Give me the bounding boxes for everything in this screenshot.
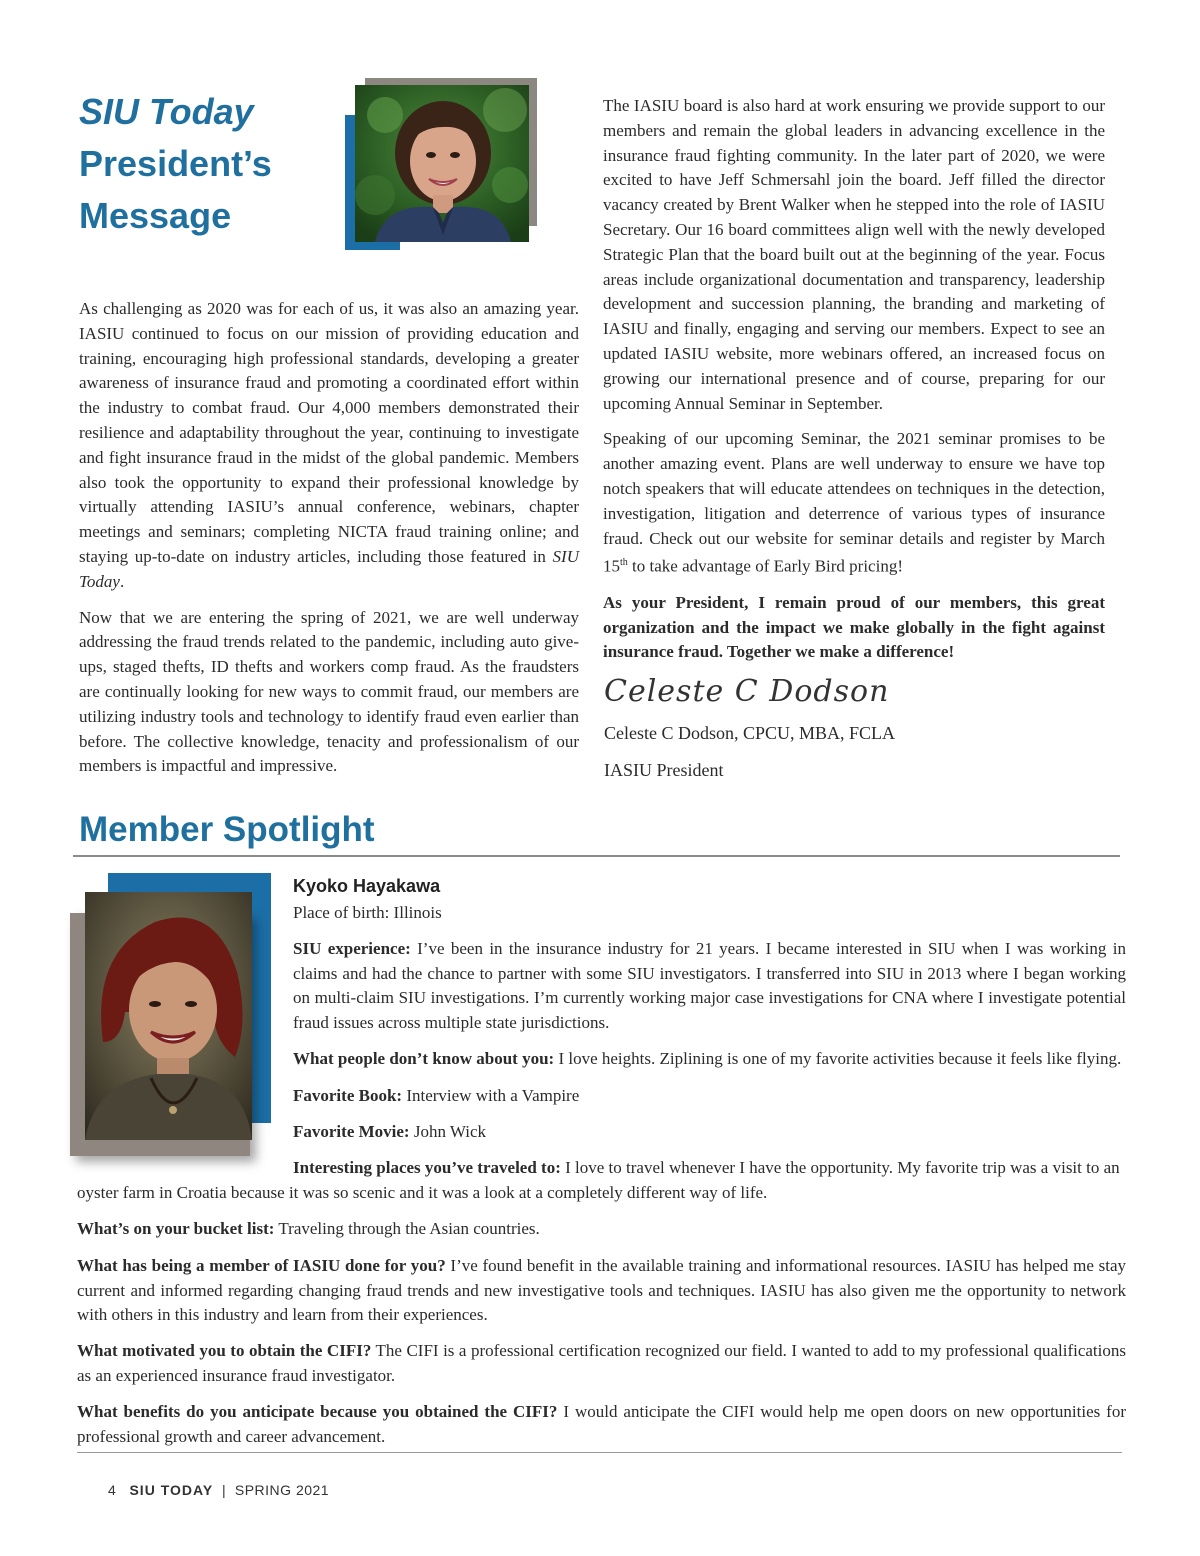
cifi-benefits-label: What benefits do you anticipate because you obtained the CIFI?	[77, 1402, 558, 1421]
favorite-movie-label: Favorite Movie:	[293, 1122, 410, 1141]
dont-know-label: What people don’t know about you:	[293, 1049, 555, 1068]
title-message: Message	[79, 195, 232, 236]
places-label: Interesting places you’ve traveled to:	[293, 1158, 561, 1177]
bucket-list-text: Traveling through the Asian countries.	[274, 1219, 540, 1238]
paragraph-text: As challenging as 2020 was for each of us, it was also an amazing year. IASIU continued to focus on our mission of providing education and training, encouraging high professional standards, developing a greater awareness of insurance fraud and promoting a coordinated effort within the industry to combat fraud. Our 4,000 members demonstrated their resilience and adaptability throughout the year, continuing to investigate and fight insurance fraud in the midst of the global pandemic. Members also took the opportunity to expand their professional knowledge by virtually attending IASIU’s annual conference, webinars, chapter meetings and seminars; completing NICTA fraud training online; and staying up-to-date on industry articles, including those featured in	[79, 299, 579, 566]
president-photo	[355, 85, 529, 242]
paragraph-text-end: to take advantage of Early Bird pricing!	[627, 557, 903, 576]
magazine-name: SIU TODAY	[129, 1482, 214, 1498]
siu-experience-label: SIU experience:	[293, 939, 411, 958]
member-photo	[85, 892, 252, 1140]
signer-title: IASIU President	[604, 760, 724, 780]
paragraph-end: .	[119, 571, 125, 591]
ordinal-suffix: th	[620, 557, 628, 569]
siu-experience-paragraph	[293, 937, 1126, 1035]
president-paragraph-4	[603, 427, 1105, 579]
section-divider	[73, 855, 1120, 857]
siu-experience-text: I’ve been in the insurance industry for 21 years. I became interested in SIU when I was working in claims and had the chance to partner with some SIU investigators. I transferred into SIU in 2013 where I began working on multi-claim SIU investigations. I’m currently working major case investigations for CNA where I investigate potential fraud issues across multiple state jurisdictions.	[293, 939, 1126, 1032]
places-paragraph-line2: oyster farm in Croatia because it was so scenic and it was a look at a completely different way of life.	[77, 1183, 768, 1202]
favorite-movie-paragraph	[293, 1120, 1126, 1145]
member-name: Kyoko Hayakawa	[293, 876, 441, 896]
places-text-a: I love to travel whenever I have the opportunity. My favorite trip was a visit to an	[560, 1158, 1120, 1177]
presidents-message-title	[79, 86, 339, 242]
places-paragraph-line1	[293, 1156, 1126, 1181]
cifi-motivation-paragraph	[77, 1339, 1126, 1388]
iasiu-member-text: I’ve found benefit in the available training and informational resources. IASIU has helped me stay current and informed regarding changing fraud trends and new investigative tools and techniques. IASIU has also given me the opportunity to network with others in this industry and learn from their experiences.	[77, 1256, 1126, 1324]
member-spotlight-heading: Member Spotlight	[79, 810, 375, 849]
dont-know-paragraph	[293, 1047, 1126, 1072]
footer-separator: |	[221, 1482, 227, 1498]
cifi-benefits-text: I would anticipate the CIFI would help me open doors on new opportunities for professional growth and career advancement.	[77, 1402, 1127, 1446]
president-left-column	[79, 297, 579, 790]
signer-name: Celeste C Dodson, CPCU, MBA, FCLA	[604, 723, 896, 743]
president-signature: Celeste C Dodson	[604, 674, 890, 709]
bucket-list-paragraph	[77, 1217, 1126, 1242]
iasiu-member-paragraph	[77, 1254, 1126, 1328]
favorite-movie-text: John Wick	[409, 1122, 487, 1141]
siu-today-italic: SIU Today	[79, 546, 579, 591]
dont-know-text: I love heights. Ziplining is one of my favorite activities because it feels like flying.	[554, 1049, 1122, 1068]
page-number: 4	[108, 1482, 117, 1498]
president-paragraph-2: Now that we are entering the spring of 2021, we are well underway addressing the fraud trends related to the pandemic, including auto give-ups, staged thefts, ID thefts and workers comp fraud. As the fraudsters are continually looking for new ways to commit fraud, our members are utilizing industry tools and technology to identify fraud even earlier than before. The collective knowledge, tenacity and professionalism of our members is impactful and impressive.	[79, 607, 579, 776]
member-birthplace: Place of birth: Illinois	[293, 903, 442, 922]
cifi-motivation-text: The CIFI is a professional certification recognized our field. I wanted to add to my professional qualifications as an experienced insurance fraud investigator.	[77, 1341, 1126, 1385]
member-portrait-image	[85, 892, 252, 1140]
president-paragraph-1	[79, 297, 579, 595]
title-presidents: President’s	[79, 143, 272, 184]
bottom-divider	[77, 1452, 1122, 1453]
favorite-book-text: Interview with a Vampire	[402, 1086, 580, 1105]
cifi-motivation-label: What motivated you to obtain the CIFI?	[77, 1341, 372, 1360]
iasiu-member-label: What has being a member of IASIU done for you?	[77, 1256, 446, 1275]
title-siu-today: SIU Today	[79, 91, 254, 132]
president-paragraph-3: The IASIU board is also hard at work ensuring we provide support to our members and remain the global leaders in advancing excellence in the insurance fraud fighting community. In the later part of 2020, we were excited to have Jeff Schmersahl join the board. Jeff filled the director vacancy created by Brent Walker when he stepped into the role of IASIU Secretary. Our 16 board committees align well with the newly developed Strategic Plan that the board built out at the beginning of the year. Focus areas include organizational documentation and transparency, leadership development and succession planning, the branding and marketing of IASIU and finally, engaging and serving our members. Expect to see an updated IASIU website, more webinars offered, an increased focus on growing our international presence and of course, preparing for our upcoming Annual Seminar in September.	[603, 96, 1105, 413]
favorite-book-paragraph	[293, 1084, 1126, 1109]
favorite-book-label: Favorite Book:	[293, 1086, 403, 1105]
president-portrait-image	[355, 85, 529, 242]
cifi-benefits-paragraph	[77, 1400, 1126, 1449]
president-closing-statement: As your President, I remain proud of our members, this great organization and the impact we make globally in the fight against insurance fraud. Together we make a difference!	[603, 592, 1105, 662]
issue-label: SPRING 2021	[234, 1482, 330, 1498]
bucket-list-label: What’s on your bucket list:	[77, 1219, 275, 1238]
paragraph-text: Speaking of our upcoming Seminar, the 2021 seminar promises to be another amazing event. Plans are well underway to ensure we have top notch speakers that will educate attendees on techniques in the detection, investigation, litigation and deterrence of various types of insurance fraud. Check out our website for seminar details and register by March 15	[603, 429, 1105, 576]
page-footer	[108, 1482, 329, 1498]
president-right-column	[603, 94, 1105, 676]
